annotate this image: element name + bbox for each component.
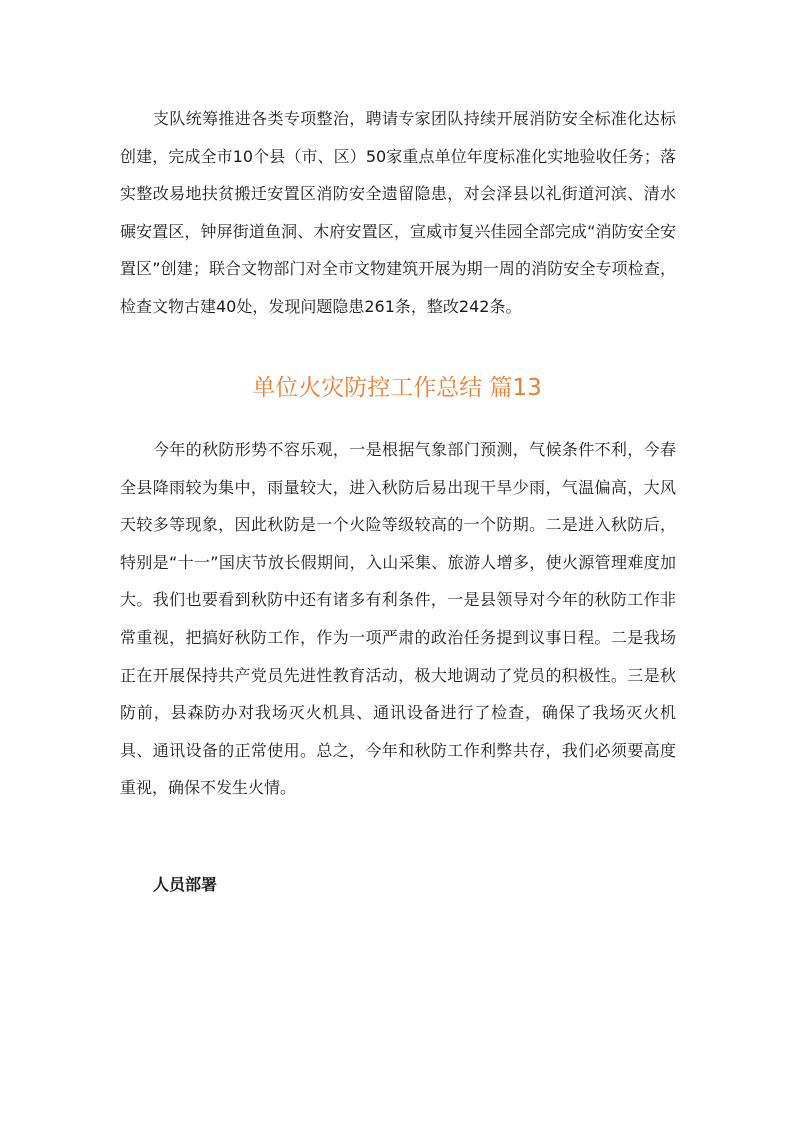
section-heading: 单位火灾防控工作总结 篇13 (252, 375, 542, 401)
paragraph-autumn-fire-prevention: 今年的秋防形势不容乐观，一是根据气象部门预测，气候条件不利，今春全县降雨较为集中，雨量较大，进入秋防后易出现干旱少雨，气温偏高，大风天较多等现象，因此秋防是一个火险等级较高的一个防期。二是进入秋防后，特别是“十一”国庆节放长假期间，入山采集、旅游人增多，使火源管理难度加大。我们也要看到秋防中还有诸多有利条件，一是县领导对今年的秋防工作非常重视，把搞好秋防工作，作为一项严肃的政治任务提到议事日程。二是我场正在开展保持共产党员先进性教育活动，极大地调动了党员的积极性。三是秋防前，县森防办对我场灭火机具、通讯设备进行了检查，确保了我场灭火机具、通讯设备的正常使用。总之，今年和秋防工作利弊共存，我们必须要高度重视，确保不发生火情。 (120, 440, 676, 798)
paragraph-fire-safety-rectification: 支队统筹推进各类专项整治，聘请专家团队持续开展消防安全标准化达标创建，完成全市10个县（市、区）50家重点单位年度标准化实地验收任务；落实整改易地扶贫搬迁安置区消防安全遗留隐患，对会泽县以礼街道河滨、清水碾安置区，钟屏街道鱼洞、木府安置区，宣威市复兴佳园全部完成“消防安全安置区”创建；联合文物部门对全市文物建筑开展为期一周的消防安全专项检查，检查文物古建40处，发现问题隐患261条，整改242条。 (120, 109, 676, 316)
subheading-personnel-deployment: 人员部署 (153, 875, 218, 894)
